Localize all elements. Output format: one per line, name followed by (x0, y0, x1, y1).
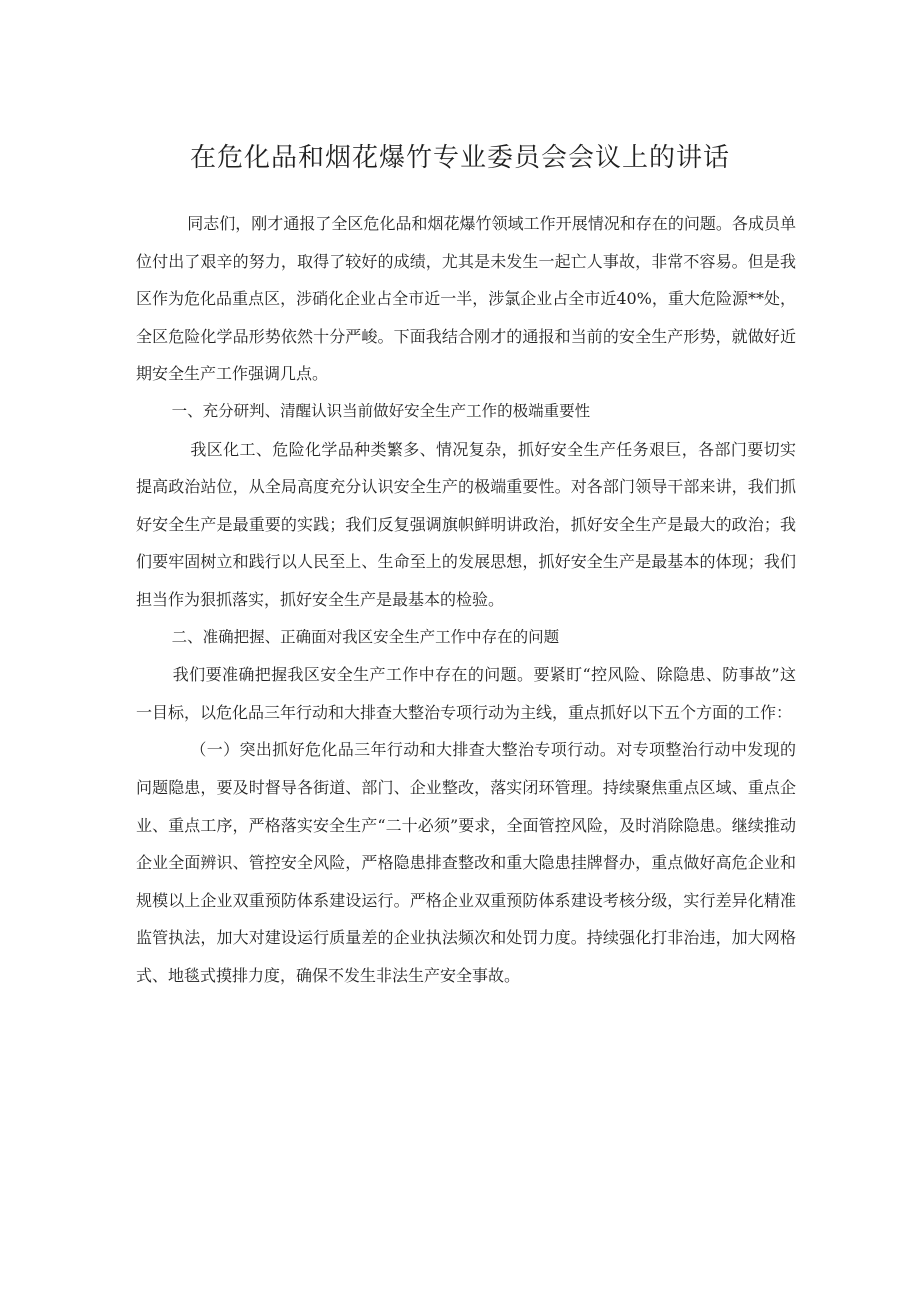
document-title: 在危化品和烟花爆竹专业委员会会议上的讲话 (189, 143, 730, 173)
paragraph-opening: 同志们，刚才通报了全区危化品和烟花爆竹领域工作开展情况和存在的问题。各成员单位付出了艰辛的努力，取得了较好的成绩，尤其是未发生一起亡人事故，非常不容易。但是我区作为危化品重点区，涉硝化企业占全市近一半，涉氯企业占全市近40%，重大危险源**处，全区危险化学品形势依然十分严峻。下面我结合刚才的通报和当前的安全生产形势，就做好近期安全生产工作强调几点。 (136, 214, 796, 384)
section-heading-1: 一、充分研判、清醒认识当前做好安全生产工作的极端重要性 (171, 401, 591, 420)
section-heading-2: 二、准确把握、正确面对我区安全生产工作中存在的问题 (171, 627, 560, 646)
paragraph-item-1: （一）突出抓好危化品三年行动和大排查大整治专项行动。对专项整治行动中发现的问题隐患，要及时督导各街道、部门、企业整改，落实闭环管理。持续聚焦重点区域、重点企业、重点工序，严格落实安全生产“二十必须”要求，全面管控风险，及时消除隐患。继续推动企业全面辨识、管控安全风险，严格隐患排查整改和重大隐患挂牌督办，重点做好高危企业和规模以上企业双重预防体系建设运行。严格企业双重预防体系建设考核分级，实行差异化精准监管执法，加大对建设运行质量差的企业执法频次和处罚力度。持续强化打非治违，加大网格式、地毯式摸排力度，确保不发生非法生产安全事故。 (136, 740, 796, 985)
paragraph-section-1: 我区化工、危险化学品种类繁多、情况复杂，抓好安全生产任务艰巨，各部门要切实提高政治站位，从全局高度充分认识安全生产的极端重要性。对各部门领导干部来讲，我们抓好安全生产是最重要的实践；我们反复强调旗帜鲜明讲政治，抓好安全生产是最大的政治；我们要牢固树立和践行以人民至上、生命至上的发展思想，抓好安全生产是最基本的体现；我们担当作为狠抓落实，抓好安全生产是最基本的检验。 (136, 439, 796, 609)
paragraph-section-2: 我们要准确把握我区安全生产工作中存在的问题。要紧盯“控风险、除隐患、防事故”这一目标，以危化品三年行动和大排查大整治专项行动为主线，重点抓好以下五个方面的工作： (136, 665, 796, 722)
document-body (136, 205, 796, 994)
